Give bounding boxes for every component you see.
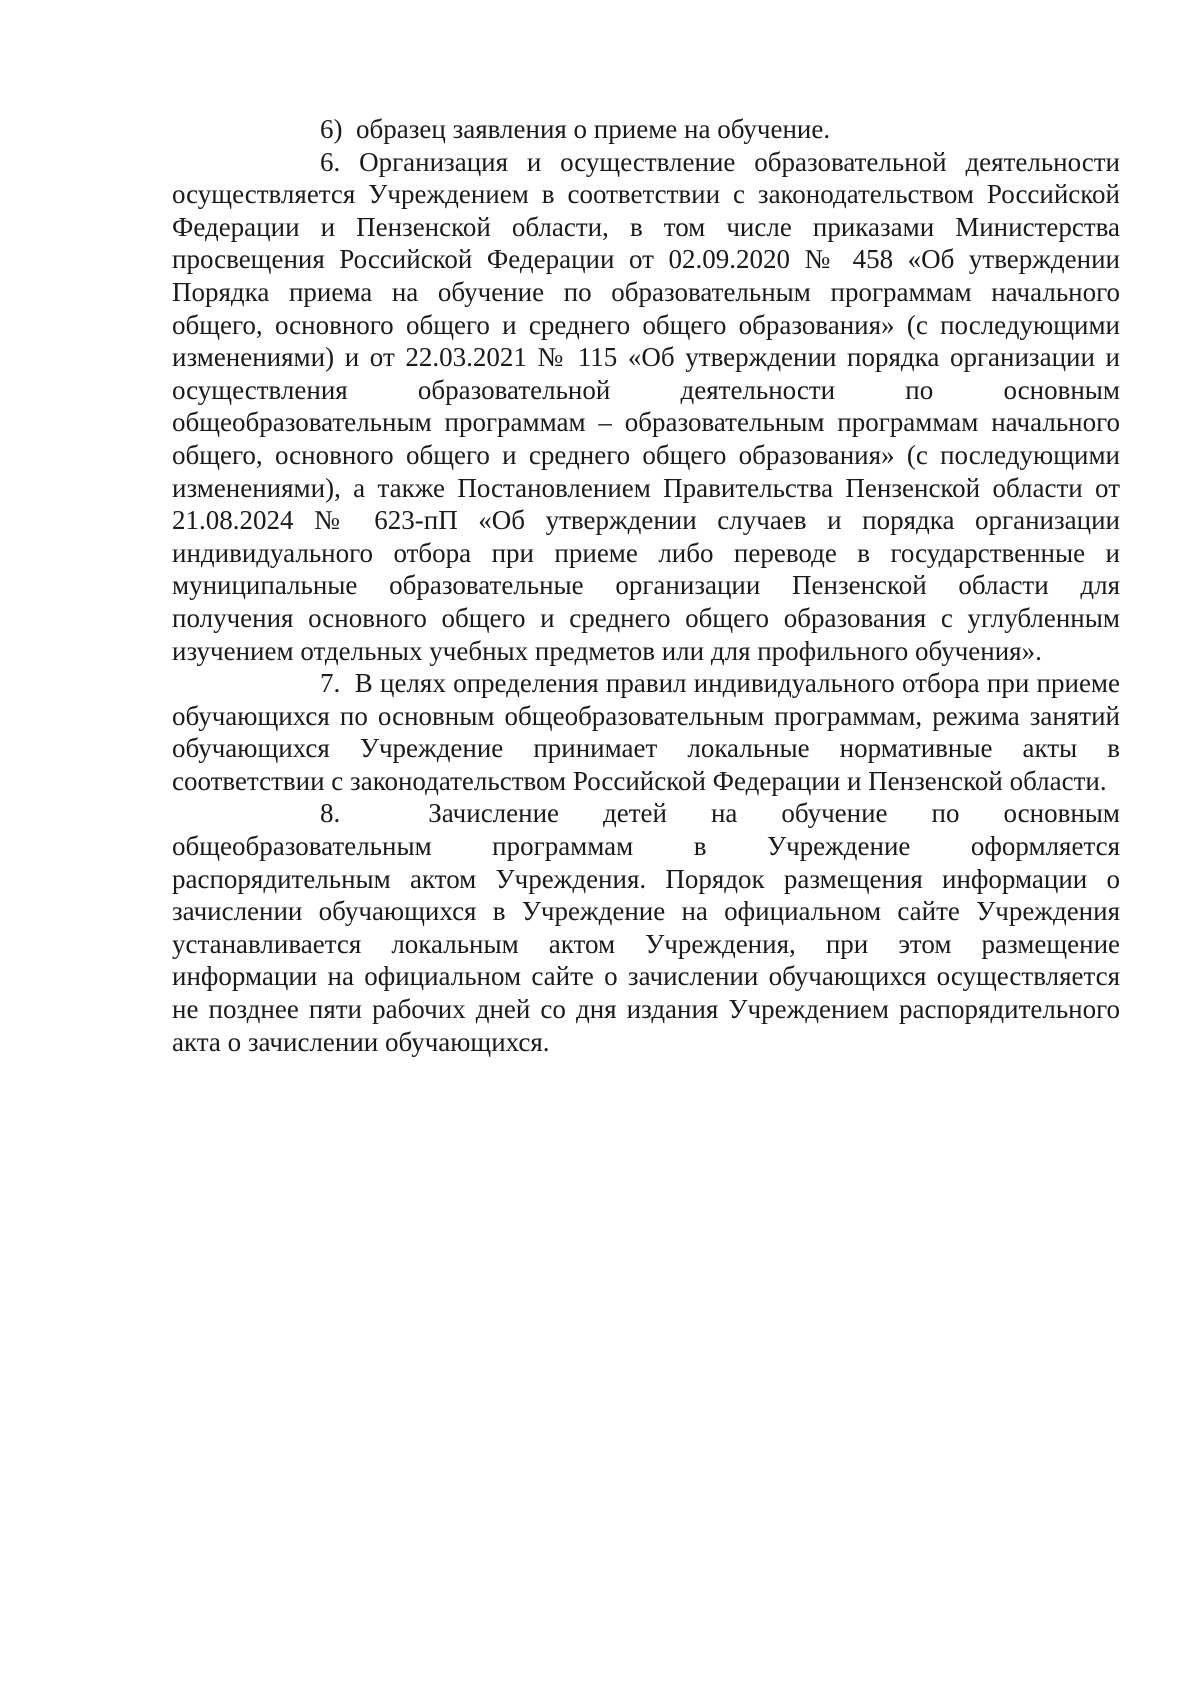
paragraph-6 [172, 146, 1120, 668]
paragraph-text: Организация и осуществление образовательной деятельности осуществляется Учреждением в соответствии с законодательством Российской Федерации и Пензенской области, в том числе приказами Министерства просвещения Российской Федерации от 02.09.2020 № 458 «Об утверждении Порядка приема на обучение по образовательным программам начального общего, основного общего и среднего общего образования» (с последующими изменениями) и от 22.03.2021 № 115 «Об утверждении порядка организации и осуществления образовательной деятельности по основным общеобразовательным программам – образовательным программам начального общего, основного общего и среднего общего образования» (с последующими изменениями), а также Постановлением Правительства Пензенской области от 21.08.2024 № 623-пП «Об утверждении случаев и порядка организации индивидуального отбора при приеме либо переводе в государственные и муниципальные образовательные организации Пензенской области для получения основного общего и среднего общего образования с углубленным изучением отдельных учебных предметов или для профильного обучения». [172, 146, 1121, 666]
paragraph-text: В целях определения правил индивидуального отбора при приеме обучающихся по основным общеобразовательным программам, режима занятий обучающихся Учреждение принимает локальные нормативные акты в соответствии с законодательством Российской Федерации и Пензенской области. [172, 668, 1121, 796]
paragraph-8 [172, 797, 1120, 1058]
paragraph-text: образец заявления о приеме на обучение. [356, 114, 831, 144]
paragraph-7 [172, 667, 1120, 797]
paragraph-number: 8. [320, 798, 341, 829]
paragraph-text: Зачисление детей на обучение по основным общеобразовательным программам в Учреждение оформляется распорядительным актом Учреждения. Порядок размещения информации о зачислении обучающихся в Учреждение на официальном сайте Учреждения устанавливается локальным актом Учреждения, при этом размещение информации на официальном сайте о зачислении обучающихся осуществляется не позднее пяти рабочих дней со дня издания Учреждением распорядительного акта о зачислении обучающихся. [172, 798, 1120, 1057]
document-body [172, 113, 1120, 1058]
paragraph-number: 7. [320, 668, 341, 699]
paragraph-number: 6) [320, 114, 343, 144]
paragraph-item-6-subpoint [172, 113, 1120, 146]
paragraph-number: 6. [320, 146, 341, 177]
